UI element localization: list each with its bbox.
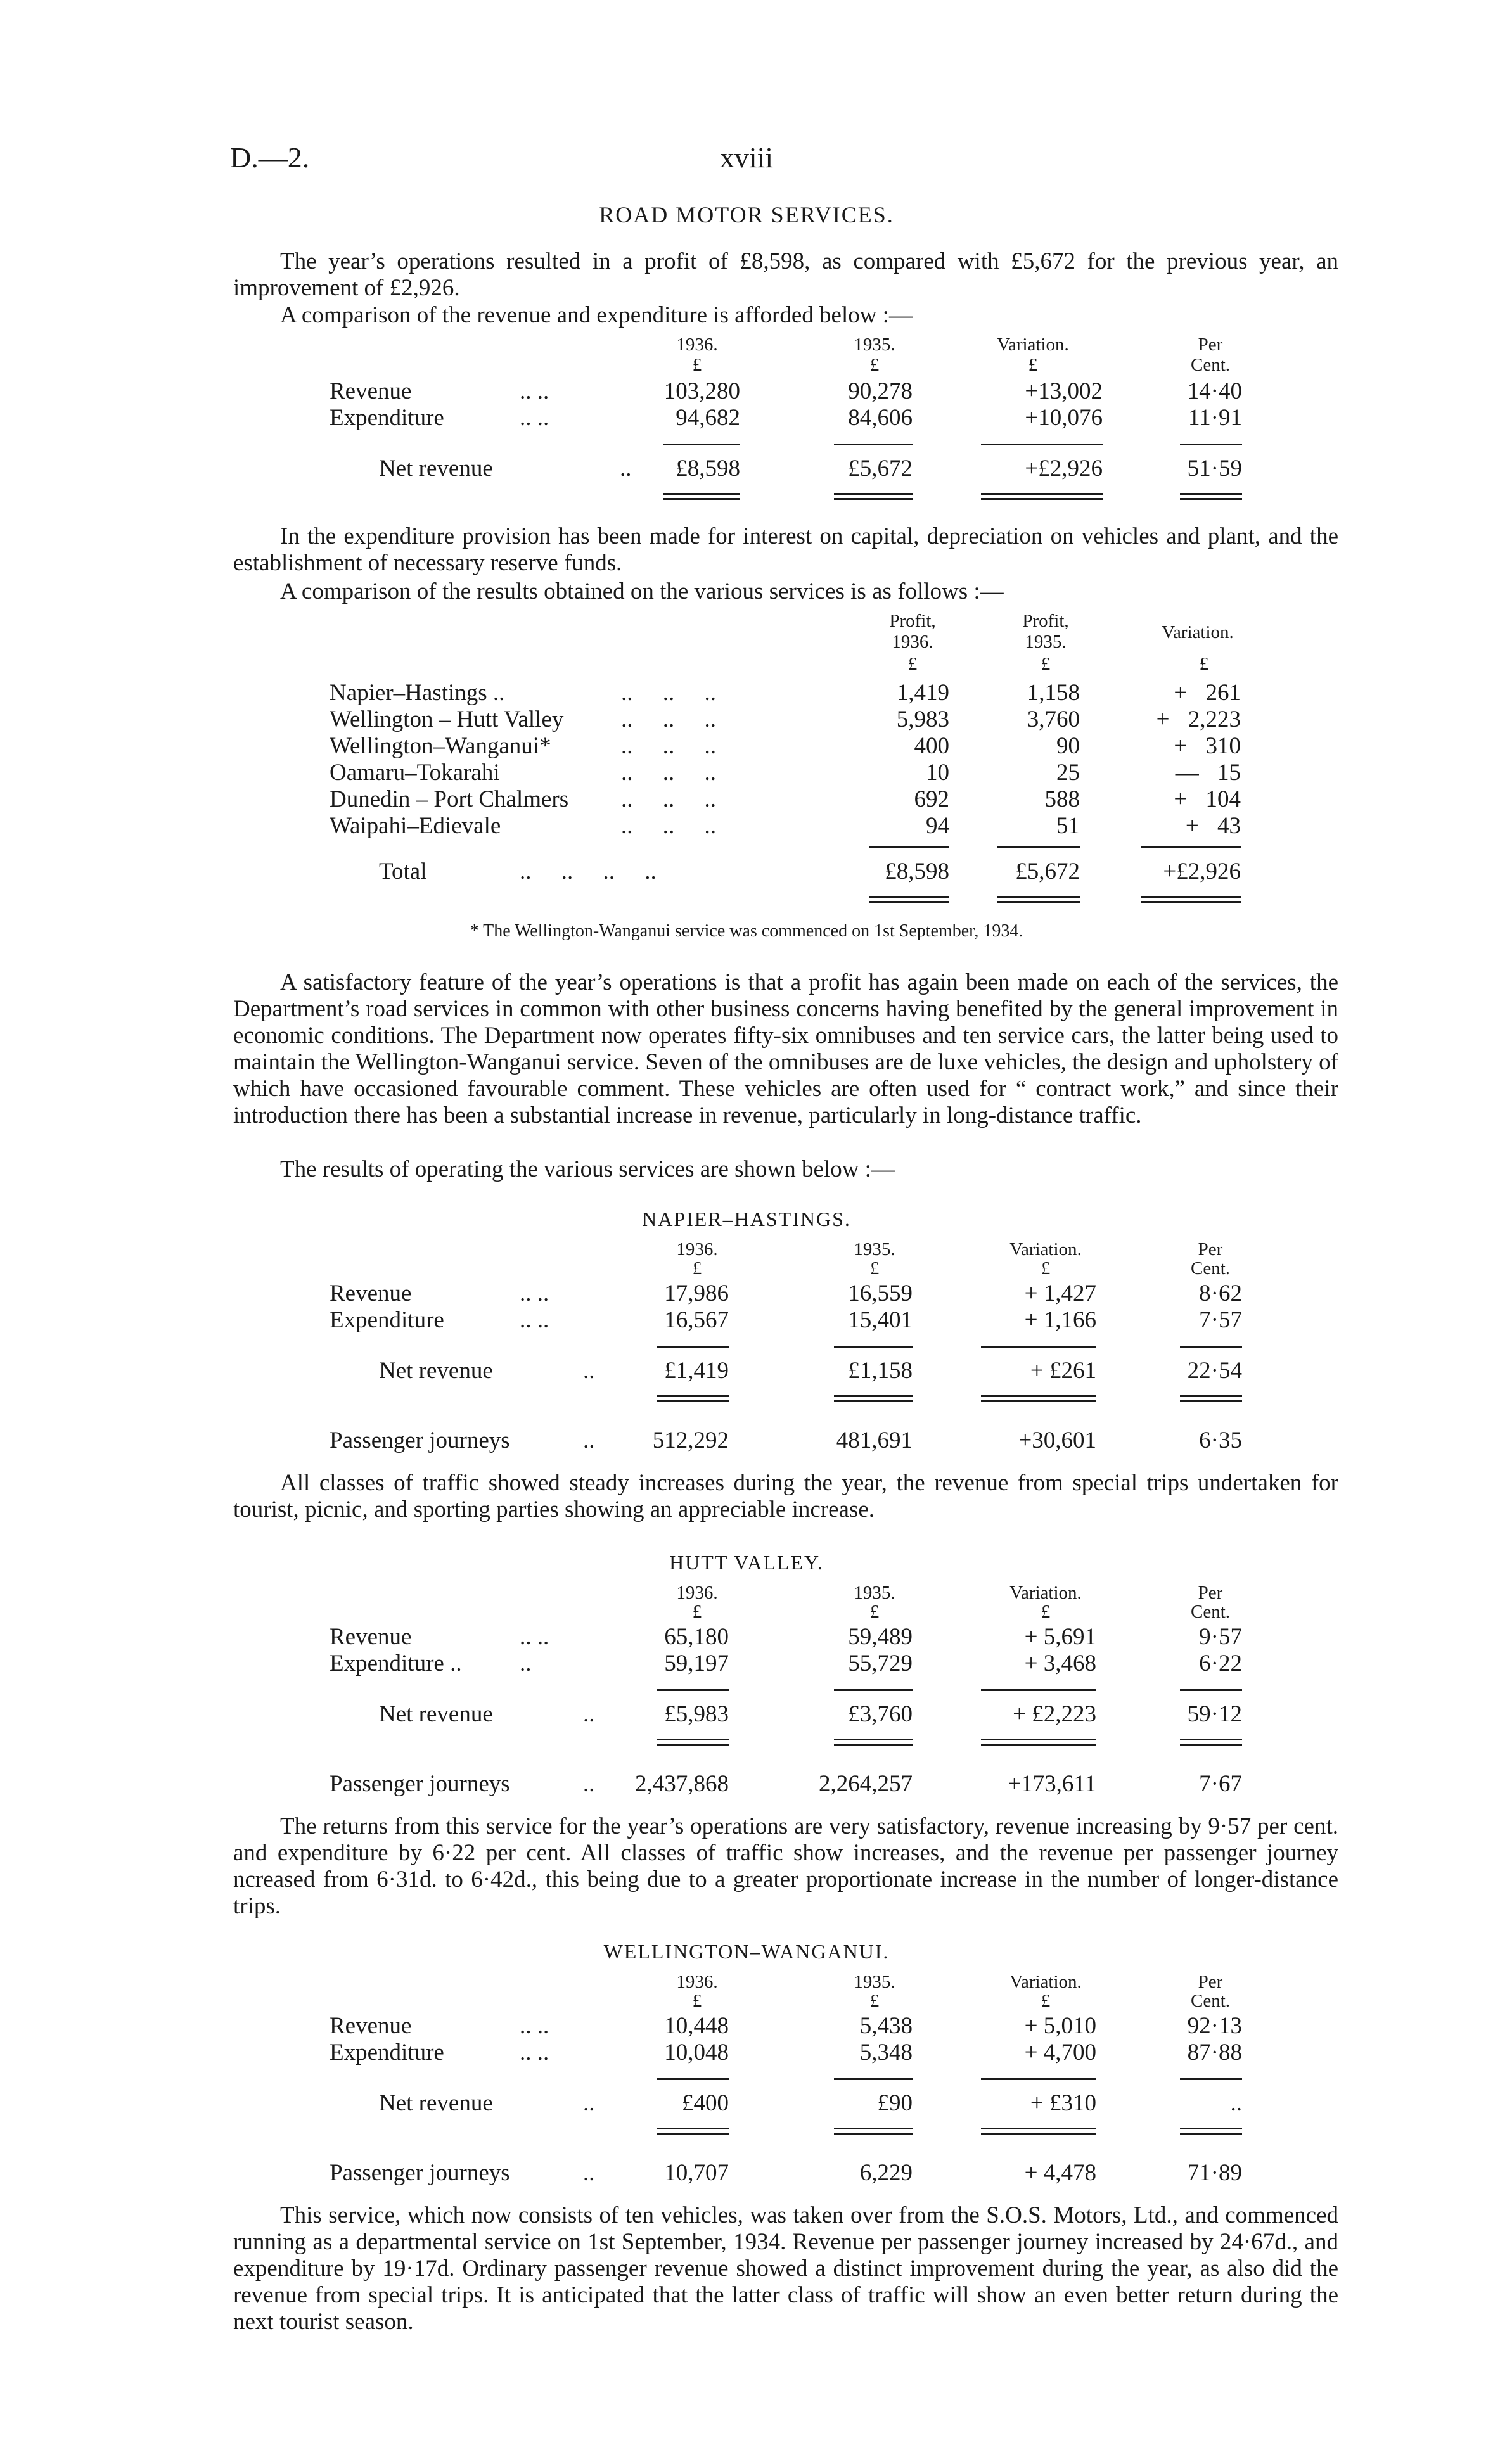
row-label-net-revenue: Net revenue (379, 456, 493, 482)
section-title: WELLINGTON–WANGANUI. (603, 1940, 890, 1963)
value-cell: 71·89 (1187, 2160, 1242, 2186)
value-cell: 94,682 (676, 405, 740, 431)
subtotal-rule (997, 846, 1080, 848)
row-label-revenue: Revenue (330, 1280, 412, 1306)
row-dots: .. .. .. (621, 786, 716, 812)
intro-lead: A comparison of the revenue and expenditure is afforded below :— (280, 302, 913, 328)
row-label-expenditure: Expenditure (330, 1307, 444, 1333)
row-dots: .. (583, 1427, 595, 1453)
col-header-profit-1935: Profit, 1935. (1022, 611, 1069, 652)
value-cell: 84,606 (848, 405, 913, 431)
value-cell: 51·59 (1187, 456, 1242, 482)
subtotal-rule (1180, 2078, 1242, 2080)
value-cell: 15,401 (848, 1307, 913, 1333)
total-double-rule (981, 1395, 1096, 1402)
page-title: ROAD MOTOR SERVICES. (599, 202, 894, 227)
total-double-rule (1141, 896, 1241, 903)
row-dots: .. .. .. .. (520, 859, 657, 884)
row-dots: .. .. .. (621, 680, 716, 706)
unit-variation: £ (1028, 355, 1038, 375)
value-cell: + 5,691 (1024, 1624, 1096, 1650)
row-label-passenger-journeys: Passenger journeys (330, 1771, 510, 1797)
value-cell: + 3,468 (1024, 1650, 1096, 1676)
col-header-per: Per (1198, 335, 1223, 355)
value-cell: + 261 (1174, 680, 1241, 706)
unit-1935: £ (869, 1258, 880, 1279)
col-header-variation: Variation. (1009, 1239, 1082, 1260)
value-cell: 16,559 (848, 1280, 913, 1306)
row-label-net-revenue: Net revenue (379, 1701, 493, 1727)
total-double-rule (981, 2128, 1096, 2135)
row-dots: .. (520, 1650, 532, 1676)
section-code: D.—2. (230, 141, 310, 174)
unit-1935: £ (869, 1991, 880, 2011)
value-cell: +30,601 (1018, 1427, 1096, 1453)
row-label-passenger-journeys: Passenger journeys (330, 1427, 510, 1453)
col-header-1935: 1935. (854, 335, 895, 355)
value-cell: 92·13 (1187, 2013, 1242, 2039)
value-cell: +173,611 (1008, 1771, 1096, 1797)
value-cell: 400 (914, 733, 949, 759)
unit-1935: £ (869, 1602, 880, 1622)
row-label-revenue: Revenue (330, 1624, 412, 1650)
value-cell: 3,760 (1027, 706, 1080, 732)
row-dots: .. (620, 456, 632, 482)
unit-1936: £ (692, 1602, 702, 1622)
value-cell: 10,448 (664, 2013, 729, 2039)
page-number: xviii (719, 141, 774, 174)
section-title: NAPIER–HASTINGS. (642, 1208, 851, 1230)
unit-variation: £ (1041, 1602, 1051, 1622)
row-dots: .. .. (520, 2013, 549, 2039)
value-cell: 7·67 (1199, 1771, 1242, 1797)
subtotal-rule (663, 444, 740, 445)
value-cell: 25 (1056, 760, 1080, 786)
subtotal-rule (657, 1689, 729, 1691)
value-cell: 512,292 (652, 1427, 729, 1453)
unit-variation: £ (1041, 1258, 1051, 1279)
value-cell: 588 (1044, 786, 1080, 812)
unit-1936: £ (692, 1258, 702, 1279)
col-header-per: Per (1198, 1972, 1223, 1992)
value-cell: 14·40 (1187, 378, 1242, 404)
unit-per: Cent. (1190, 1991, 1231, 2011)
unit-per: Cent. (1190, 1602, 1231, 1622)
col-header-1935: 1935. (854, 1583, 895, 1603)
value-cell: 5,348 (859, 2040, 913, 2065)
col-header-variation: Variation. (1009, 1972, 1082, 1992)
value-cell: £1,158 (848, 1358, 913, 1384)
col-header-per: Per (1198, 1583, 1223, 1603)
value-cell: 10,048 (664, 2040, 729, 2065)
col-header-1936: 1936. (676, 1972, 718, 1992)
value-cell: 1,419 (896, 680, 949, 706)
footnote: * The Wellington-Wanganui service was commenced on 1st September, 1934. (470, 921, 1023, 941)
row-label-revenue: Revenue (330, 2013, 412, 2039)
value-cell: 16,567 (664, 1307, 729, 1333)
value-cell: 2,264,257 (819, 1771, 913, 1797)
value-cell: 17,986 (664, 1280, 729, 1306)
value-cell: £8,598 (676, 456, 740, 482)
value-cell: 1,158 (1027, 680, 1080, 706)
unit-per: Cent. (1190, 1258, 1231, 1279)
value-cell: 103,280 (663, 378, 740, 404)
service-label: Oamaru–Tokarahi (330, 760, 500, 786)
row-label-expenditure: Expenditure (330, 2040, 444, 2065)
col-header-profit-1936: Profit, 1936. (889, 611, 936, 652)
value-cell: 692 (914, 786, 949, 812)
feature-paragraph: A satisfactory feature of the year’s operations is that a profit has again been made on each of the services, the Department’s road services in common with other business concerns having benefited by the general improvement in economic conditions. The Department now operates fifty-six omnibuses and ten service cars, the latter being used to maintain the Wellington-Wanganui service. Seven of the omnibuses are de luxe vehicles, the design and upholstery of which have occasioned favourable comment. These vehicles are often used for “ contract work,” and since their introduction there has been a substantial increase in revenue, particularly in long-distance traffic. (233, 969, 1338, 1128)
value-cell: 481,691 (836, 1427, 913, 1453)
subtotal-rule (1180, 1689, 1242, 1691)
value-cell: 6·35 (1199, 1427, 1242, 1453)
row-dots: .. .. (520, 1280, 549, 1306)
value-cell: +£2,926 (1163, 859, 1241, 884)
value-cell: + 104 (1174, 786, 1241, 812)
value-cell: + 4,478 (1024, 2160, 1096, 2186)
value-cell: +£2,926 (1025, 456, 1103, 482)
subtotal-rule (657, 1346, 729, 1348)
value-cell: 6·22 (1199, 1650, 1242, 1676)
value-cell: 5,983 (896, 706, 949, 732)
value-cell: 11·91 (1188, 405, 1242, 431)
col-header-variation: Variation. (1009, 1583, 1082, 1603)
row-dots: .. (583, 1701, 595, 1727)
col-header-variation: Variation. (1162, 622, 1234, 642)
value-cell: 59·12 (1187, 1701, 1242, 1727)
unit-variation: £ (1041, 1991, 1051, 2011)
section-commentary: This service, which now consists of ten vehicles, was taken over from the S.O.S. Motors, Ltd., and commenced running as a departmental service on 1st September, 1934. Revenue per passenger journey increased by 24·67d., and expenditure by 19·17d. Ordinary passenger revenue showed a distinct improvement during the year, as also did the revenue from special trips. It is anticipated that the latter class of traffic will show an even better return during the next tourist season. (233, 2202, 1338, 2335)
section-title: HUTT VALLEY. (669, 1551, 824, 1574)
value-cell: 94 (926, 813, 949, 839)
subtotal-rule (834, 444, 913, 445)
total-double-rule (834, 1739, 913, 1746)
value-cell: 8·62 (1199, 1280, 1242, 1306)
subtotal-rule (1180, 444, 1242, 445)
total-double-rule (1180, 1395, 1242, 1402)
total-double-rule (1180, 1739, 1242, 1746)
unit-profit-1936: £ (907, 654, 918, 674)
row-dots: .. .. (520, 378, 549, 404)
total-double-rule (657, 1395, 729, 1402)
value-cell: £90 (877, 2090, 913, 2116)
intro-paragraph: The year’s operations resulted in a profit of £8,598, as compared with £5,672 for the previous year, an improvement of £2,926. (233, 248, 1338, 301)
value-cell: + 4,700 (1024, 2040, 1096, 2065)
unit-1935: £ (869, 355, 880, 375)
value-cell: 65,180 (664, 1624, 729, 1650)
value-cell: £5,672 (1015, 859, 1080, 884)
row-dots: .. (583, 2090, 595, 2116)
value-cell: +13,002 (1025, 378, 1103, 404)
subtotal-rule (981, 444, 1103, 445)
total-double-rule (834, 1395, 913, 1402)
row-dots: .. .. (520, 2040, 549, 2065)
subtotal-rule (1180, 1346, 1242, 1348)
value-cell: + 310 (1174, 733, 1241, 759)
row-dots: .. (583, 1771, 595, 1797)
total-double-rule (981, 1739, 1096, 1746)
service-label: Napier–Hastings .. (330, 680, 505, 706)
unit-1936: £ (692, 1991, 702, 2011)
value-cell: £5,672 (848, 456, 913, 482)
value-cell: £1,419 (664, 1358, 729, 1384)
total-double-rule (834, 493, 913, 500)
col-header-1936: 1936. (676, 1583, 718, 1603)
row-dots: .. (583, 2160, 595, 2186)
value-cell: + £2,223 (1013, 1701, 1096, 1727)
service-label: Wellington–Wanganui* (330, 733, 551, 759)
total-double-rule (663, 493, 740, 500)
row-label-total: Total (379, 859, 427, 884)
row-dots: .. .. (520, 405, 549, 431)
value-cell: 6,229 (859, 2160, 913, 2186)
subtotal-rule (869, 846, 949, 848)
unit-cent: Cent. (1190, 355, 1231, 375)
col-header-1935: 1935. (854, 1239, 895, 1260)
value-cell: 7·57 (1199, 1307, 1242, 1333)
value-cell: — 15 (1175, 760, 1241, 786)
value-cell: + £310 (1030, 2090, 1096, 2116)
value-cell: + 1,427 (1024, 1280, 1096, 1306)
total-double-rule (981, 493, 1103, 500)
value-cell: + £261 (1030, 1358, 1096, 1384)
value-cell: + 1,166 (1024, 1307, 1096, 1333)
total-double-rule (1180, 493, 1242, 500)
row-label-passenger-journeys: Passenger journeys (330, 2160, 510, 2186)
row-dots: .. .. .. (621, 706, 716, 732)
section-commentary: All classes of traffic showed steady increases during the year, the revenue from special trips undertaken for tourist, picnic, and sporting parties showing an appreciable increase. (233, 1470, 1338, 1522)
value-cell: 9·57 (1199, 1624, 1242, 1650)
subtotal-rule (1141, 846, 1241, 848)
value-cell: £400 (682, 2090, 729, 2116)
total-double-rule (657, 1739, 729, 1746)
total-double-rule (869, 896, 949, 903)
col-header-1936: 1936. (676, 1239, 718, 1260)
row-dots: .. .. (520, 1307, 549, 1333)
section-commentary: The returns from this service for the year’s operations are very satisfactory, revenue increasing by 9·57 per cent. and expenditure by 6·22 per cent. All classes of traffic show increases, and the revenue per passenger journey ncreased from 6·31d. to 6·42d., this being due to a greater proportionate increase in the number of longer-distance trips. (233, 1813, 1338, 1919)
service-label: Wellington – Hutt Valley (330, 706, 564, 732)
col-header-1935: 1935. (854, 1972, 895, 1992)
row-dots: .. .. .. (621, 733, 716, 759)
col-header-1936: 1936. (676, 335, 718, 355)
unit-profit-1935: £ (1041, 654, 1051, 674)
row-dots: .. .. (520, 1624, 549, 1650)
unit-1936: £ (692, 355, 702, 375)
value-cell: 59,489 (848, 1624, 913, 1650)
value-cell: 55,729 (848, 1650, 913, 1676)
total-double-rule (997, 896, 1080, 903)
subtotal-rule (981, 1346, 1096, 1348)
row-label-expenditure: Expenditure .. (330, 1650, 462, 1676)
col-header-variation: Variation. (997, 335, 1069, 355)
value-cell: 10 (926, 760, 949, 786)
value-cell: + 5,010 (1024, 2013, 1096, 2039)
col-header-per: Per (1198, 1239, 1223, 1260)
subtotal-rule (981, 1689, 1096, 1691)
row-dots: .. .. .. (621, 813, 716, 839)
row-dots: .. (583, 1358, 595, 1384)
value-cell: 10,707 (664, 2160, 729, 2186)
results-lead: The results of operating the various services are shown below :— (280, 1156, 895, 1182)
value-cell: 22·54 (1187, 1358, 1242, 1384)
total-double-rule (1180, 2128, 1242, 2135)
subtotal-rule (834, 2078, 913, 2080)
expenditure-paragraph: In the expenditure provision has been made for interest on capital, depreciation on vehicles and plant, and the establishment of necessary reserve funds. (233, 523, 1338, 576)
row-label-net-revenue: Net revenue (379, 1358, 493, 1384)
value-cell: £5,983 (664, 1701, 729, 1727)
service-label: Waipahi–Edievale (330, 813, 501, 839)
value-cell: 90,278 (848, 378, 913, 404)
value-cell: 90 (1056, 733, 1080, 759)
value-cell: .. (1230, 2090, 1242, 2116)
total-double-rule (834, 2128, 913, 2135)
row-label-net-revenue: Net revenue (379, 2090, 493, 2116)
value-cell: £3,760 (848, 1701, 913, 1727)
subtotal-rule (657, 2078, 729, 2080)
subtotal-rule (834, 1689, 913, 1691)
value-cell: + 2,223 (1156, 706, 1241, 732)
value-cell: 87·88 (1187, 2040, 1242, 2065)
value-cell: £8,598 (885, 859, 949, 884)
value-cell: 51 (1056, 813, 1080, 839)
value-cell: + 43 (1185, 813, 1241, 839)
unit-variation: £ (1199, 654, 1209, 674)
subtotal-rule (981, 2078, 1096, 2080)
value-cell: 59,197 (664, 1650, 729, 1676)
value-cell: 5,438 (859, 2013, 913, 2039)
row-label-expenditure: Expenditure (330, 405, 444, 431)
subtotal-rule (834, 1346, 913, 1348)
value-cell: +10,076 (1025, 405, 1103, 431)
services-lead: A comparison of the results obtained on the various services is as follows :— (280, 578, 1004, 604)
service-label: Dunedin – Port Chalmers (330, 786, 569, 812)
total-double-rule (657, 2128, 729, 2135)
value-cell: 2,437,868 (635, 1771, 729, 1797)
row-dots: .. .. .. (621, 760, 716, 786)
row-label-revenue: Revenue (330, 378, 412, 404)
